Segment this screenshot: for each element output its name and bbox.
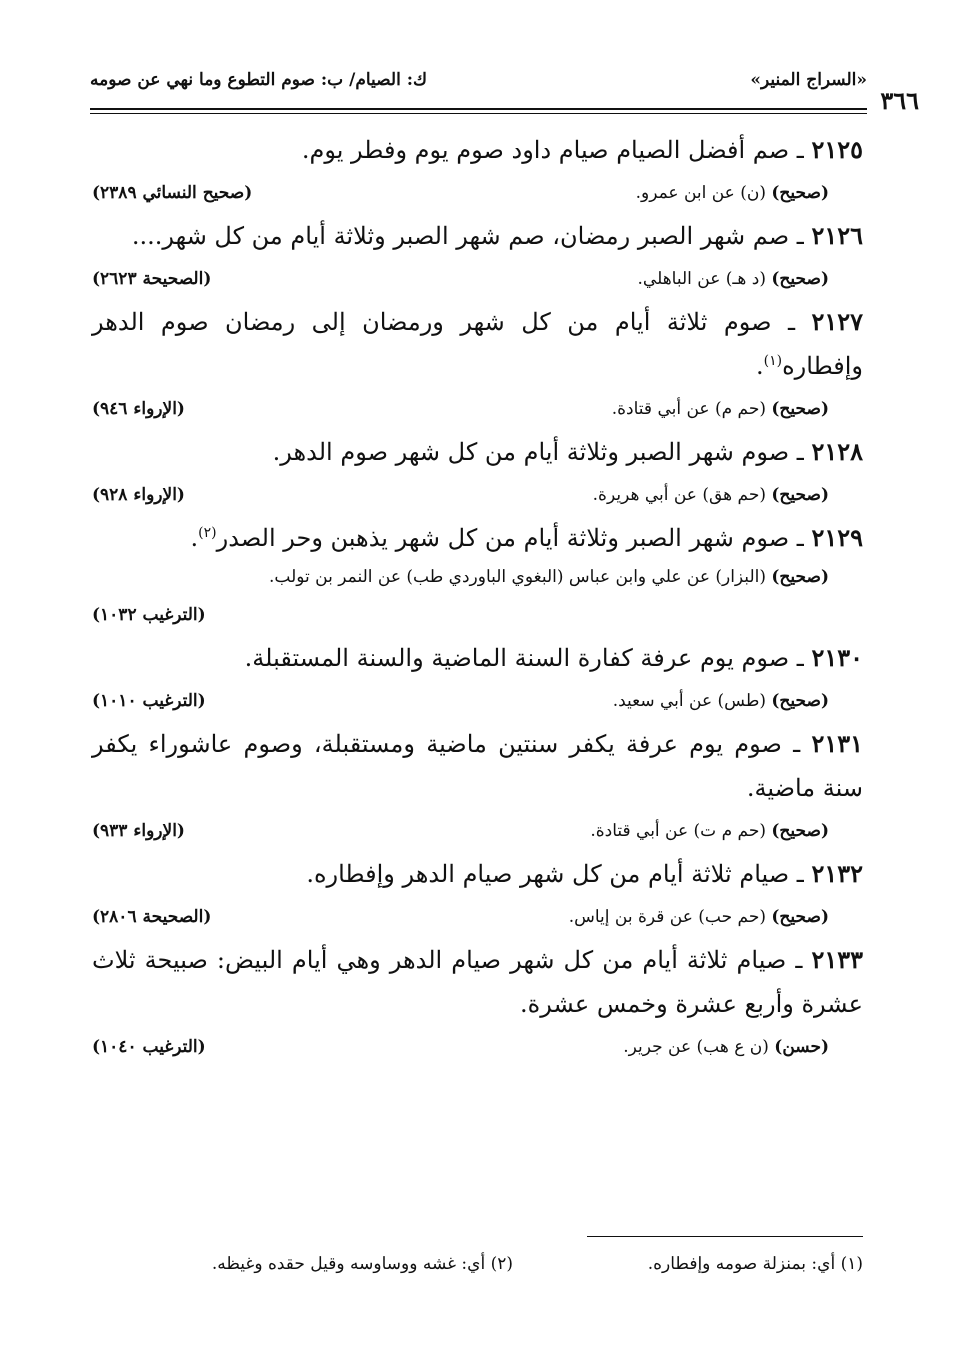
footnote-mark: (٢) xyxy=(490,1254,513,1274)
hadith-reference: (الترغيب ١٠٣٢) xyxy=(92,605,206,625)
hadith-list xyxy=(92,128,863,1068)
hadith-entry xyxy=(92,938,863,1068)
footnote-mark: (١) xyxy=(840,1254,863,1274)
hadith-entry xyxy=(92,516,863,636)
hadith-source: (حم هق) عن أبي هريرة. xyxy=(592,485,766,505)
hadith-reference: (الإرواء ٩٣٣) xyxy=(92,821,185,841)
hadith-body: صوم ثلاثة أيام من كل شهر ورمضان إلى رمضان صوم الدهر وإفطاره xyxy=(92,308,863,380)
hadith-body: صوم يوم عرفة يكفر سنتين ماضية ومستقبلة، وصوم عاشوراء يكفر سنة ماضية. xyxy=(92,730,863,802)
hadith-body: صم شهر الصبر رمضان، صم شهر الصبر وثلاثة أيام من كل شهر.... xyxy=(131,222,790,250)
hadith-body: صوم يوم عرفة كفارة السنة الماضية والسنة المستقبلة. xyxy=(244,644,790,672)
hadith-source-line xyxy=(92,1026,863,1068)
hadith-grade: (حسن) xyxy=(774,1037,829,1057)
footnote-rule xyxy=(587,1236,863,1237)
footnote-mark: (١) xyxy=(763,353,783,369)
hadith-grade: (صحيح) xyxy=(771,485,829,505)
hadith-reference: (صحيح النسائي ٢٣٨٩) xyxy=(92,183,253,203)
hadith-source-line xyxy=(92,388,863,430)
hadith-body: صوم شهر الصبر وثلاثة أيام من كل شهر يذهبن وحر الصدر xyxy=(216,524,790,552)
hadith-text: ٢١٣٢ ـ صيام ثلاثة أيام من كل شهر صيام الدهر وإفطاره. xyxy=(306,859,863,888)
hadith-source-line xyxy=(92,258,863,300)
hadith-entry xyxy=(92,300,863,430)
hadith-entry xyxy=(92,636,863,722)
hadith-source: (ن) عن ابن عمرو. xyxy=(635,183,766,203)
hadith-reference: (الترغيب ١٠٤٠) xyxy=(92,1037,206,1057)
footnote-text: أي: غشه ووساوسه وقيل حقده وغيظه. xyxy=(211,1254,486,1274)
hadith-text: ٢١٢٥ ـ صم أفضل الصيام صيام داود صوم يوم وفطر يوم. xyxy=(301,135,863,164)
hadith-grade: (صحيح) xyxy=(771,691,829,711)
hadith-body: صم أفضل الصيام صيام داود صوم يوم وفطر يوم. xyxy=(301,136,790,164)
page-number: ٣٦٦ xyxy=(880,86,919,115)
hadith-text: ٢١٣٣ ـ صيام ثلاثة أيام من كل شهر صيام الدهر وهي أيام البيض: صبيحة ثلاث عشرة وأربع عشرة وخمس عشرة. xyxy=(92,945,863,1018)
hadith-reference-line xyxy=(92,594,863,636)
hadith-entry xyxy=(92,128,863,214)
hadith-number: ٢١٢٩ xyxy=(811,523,863,552)
hadith-number: ٢١٣٣ xyxy=(811,945,863,974)
hadith-reference: (الصحيحة ٢٦٢٣) xyxy=(92,269,212,289)
hadith-entry xyxy=(92,214,863,300)
hadith-source: (حم م) عن أبي قتادة. xyxy=(611,399,766,419)
footnotes xyxy=(92,1244,863,1284)
footnote-1 xyxy=(648,1244,863,1284)
hadith-grade: (صحيح) xyxy=(771,399,829,419)
hadith-text: ٢١٣١ ـ صوم يوم عرفة يكفر سنتين ماضية ومستقبلة، وصوم عاشوراء يكفر سنة ماضية. xyxy=(92,729,863,802)
hadith-source: (حم حب) عن قرة بن إياس. xyxy=(568,907,766,927)
header-rule-thin xyxy=(90,113,867,114)
hadith-source-line xyxy=(92,172,863,214)
hadith-text: ٢١٢٩ ـ صوم شهر الصبر وثلاثة أيام من كل شهر يذهبن وحر الصدر$^{(٢)}$. xyxy=(190,523,863,552)
hadith-entry xyxy=(92,722,863,852)
hadith-grade: (صحيح) xyxy=(771,907,829,927)
hadith-number: ٢١٢٧ xyxy=(811,307,863,336)
chapter-title: ك: الصيام/ ب: صوم التطوع وما نهي عن صومه xyxy=(90,70,428,90)
hadith-source-line xyxy=(92,896,863,938)
hadith-grade: (صحيح) xyxy=(771,567,829,587)
hadith-reference: (الإرواء ٩٤٦) xyxy=(92,399,185,419)
hadith-number: ٢١٣١ xyxy=(811,729,863,758)
hadith-source: (د هـ) عن الباهلي. xyxy=(637,269,766,289)
hadith-grade: (صحيح) xyxy=(771,183,829,203)
book-title: «السراج المنير» xyxy=(750,70,867,90)
footnote-text: أي: بمنزلة صومه وإفطاره. xyxy=(647,1254,836,1274)
hadith-reference: (الإرواء ٩٢٨) xyxy=(92,485,185,505)
hadith-source-line xyxy=(92,810,863,852)
header-rule xyxy=(90,108,867,110)
hadith-source-line xyxy=(92,680,863,722)
hadith-source-line xyxy=(92,474,863,516)
hadith-entry xyxy=(92,852,863,938)
footnote-2 xyxy=(212,1244,513,1284)
hadith-source: (ن ع هب) عن جرير. xyxy=(623,1037,769,1057)
hadith-text: ٢١٢٦ ـ صم شهر الصبر رمضان، صم شهر الصبر وثلاثة أيام من كل شهر.... xyxy=(131,221,863,250)
hadith-entry xyxy=(92,430,863,516)
hadith-grade: (صحيح) xyxy=(771,269,829,289)
footnote-mark: (٢) xyxy=(198,525,217,541)
hadith-number: ٢١٢٥ xyxy=(811,135,863,164)
hadith-source: (طس) عن أبي سعيد. xyxy=(612,691,766,711)
hadith-body: صيام ثلاثة أيام من كل شهر صيام الدهر وإفطاره. xyxy=(306,860,790,888)
hadith-body: صيام ثلاثة أيام من كل شهر صيام الدهر وهي أيام البيض: صبيحة ثلاث عشرة وأربع عشرة وخمس عشرة. xyxy=(92,946,863,1018)
hadith-source-line xyxy=(92,560,863,594)
hadith-text: ٢١٢٨ ـ صوم شهر الصبر وثلاثة أيام من كل شهر صوم الدهر. xyxy=(272,437,863,466)
hadith-grade: (صحيح) xyxy=(771,821,829,841)
hadith-source: (حم م ت) عن أبي قتادة. xyxy=(590,821,766,841)
hadith-text: ٢١٣٠ ـ صوم يوم عرفة كفارة السنة الماضية والسنة المستقبلة. xyxy=(244,643,863,672)
hadith-number: ٢١٢٨ xyxy=(811,437,863,466)
hadith-number: ٢١٣٢ xyxy=(811,859,863,888)
hadith-reference: (الترغيب ١٠١٠) xyxy=(92,691,206,711)
hadith-number: ٢١٢٦ xyxy=(811,221,863,250)
hadith-body: صوم شهر الصبر وثلاثة أيام من كل شهر صوم الدهر. xyxy=(272,438,790,466)
hadith-text: ٢١٢٧ ـ صوم ثلاثة أيام من كل شهر ورمضان إلى رمضان صوم الدهر وإفطاره$^{(١)}$. xyxy=(92,307,863,380)
hadith-reference: (الصحيحة ٢٨٠٦) xyxy=(92,907,212,927)
running-header xyxy=(90,66,867,106)
hadith-source: (البزار) عن علي وابن عباس (البغوي الباوردي طب) عن النمر بن تولب. xyxy=(268,567,766,587)
hadith-number: ٢١٣٠ xyxy=(811,643,863,672)
